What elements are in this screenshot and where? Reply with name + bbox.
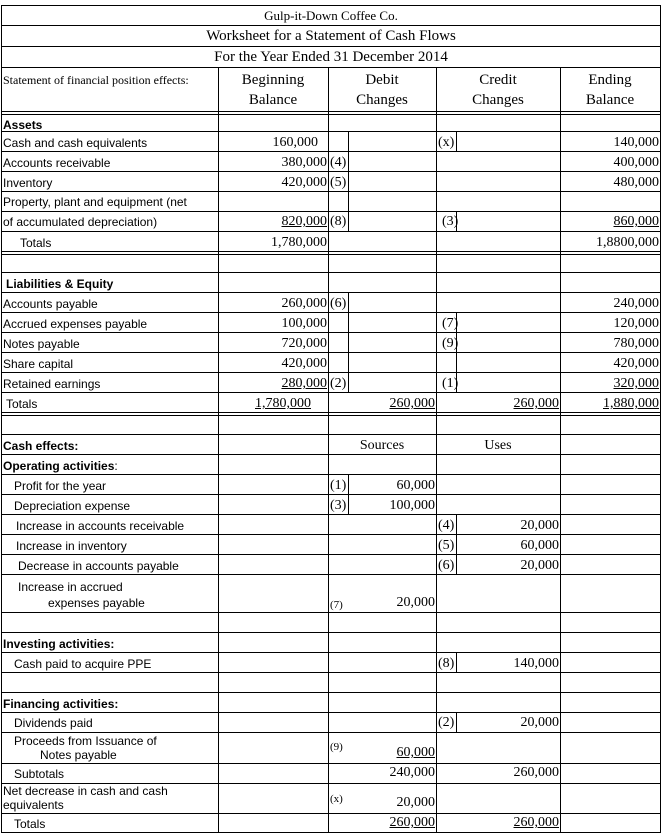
dec-ap-ref: (6) <box>438 558 455 573</box>
financing-heading: Financing activities: <box>3 697 119 711</box>
ppe-end: 860,000 <box>613 214 659 229</box>
retained-begin: 280,000 <box>281 376 327 391</box>
debit-header: Debit <box>365 72 399 88</box>
assets-heading: Assets <box>3 118 43 132</box>
ppe-label-2: of accumulated depreciation) <box>3 215 158 229</box>
cash-begin: 160,000 <box>272 135 318 150</box>
dividends-value: 20,000 <box>520 715 559 730</box>
liabilities-totals-label: Totals <box>6 397 38 411</box>
period-label: For the Year Ended 31 December 2014 <box>214 49 448 65</box>
cash-label: Cash and cash equivalents <box>3 136 148 150</box>
retained-label: Retained earnings <box>3 377 101 391</box>
inc-ar-label: Increase in accounts receivable <box>16 519 185 533</box>
ap-end: 240,000 <box>613 296 659 311</box>
cash-effects-heading: Cash effects: <box>3 439 79 453</box>
dec-ap-label: Decrease in accounts payable <box>18 559 179 573</box>
inventory-end: 480,000 <box>613 175 659 190</box>
ending-header: Ending <box>588 72 632 88</box>
net-decrease-ref: (x) <box>330 793 343 805</box>
uses-header: Uses <box>484 438 512 453</box>
company-name: Gulp-it-Down Coffee Co. <box>264 8 398 23</box>
proceeds-ref: (9) <box>330 741 343 753</box>
investing-heading: Investing activities: <box>3 637 115 651</box>
depreciation-label: Depreciation expense <box>14 499 131 513</box>
inc-accrued-value: 20,000 <box>396 595 435 610</box>
notes-credit-ref: (9) <box>442 336 459 351</box>
worksheet-title: Worksheet for a Statement of Cash Flows <box>206 28 456 44</box>
liabilities-heading: Liabilities & Equity <box>6 277 114 291</box>
cash-totals-label: Totals <box>14 817 46 831</box>
proceeds-label: Proceeds from Issuance of <box>14 734 157 748</box>
retained-credit-ref: (1) <box>442 376 459 391</box>
subtotals-sources: 240,000 <box>389 765 435 780</box>
assets-totals-end: 1,8800,000 <box>596 235 659 250</box>
proceeds-label-2: Notes payable <box>40 748 117 762</box>
dividends-ref: (2) <box>438 715 455 730</box>
operating-heading-label: Operating activities <box>3 459 115 473</box>
liabilities-totals-end: 1,880,000 <box>603 396 659 411</box>
operating-heading-colon: : <box>114 459 118 473</box>
dividends-label: Dividends paid <box>14 716 93 730</box>
liabilities-totals-begin: 1,780,000 <box>255 396 311 411</box>
cash-ppe-label: Cash paid to acquire PPE <box>14 657 152 671</box>
retained-debit-ref: (2) <box>330 376 347 391</box>
subtotals-uses: 260,000 <box>513 765 559 780</box>
ppe-credit-ref: (3) <box>442 214 459 229</box>
inc-inv-value: 60,000 <box>520 538 559 553</box>
inc-accrued-label: Increase in accrued <box>18 580 123 594</box>
subtotals-label: Subtotals <box>14 767 65 781</box>
depreciation-value: 100,000 <box>389 498 435 513</box>
cash-credit-ref: (x) <box>438 135 455 150</box>
beginning-header: Beginning <box>241 72 305 88</box>
inc-ar-value: 20,000 <box>520 518 559 533</box>
assets-totals-label: Totals <box>20 236 52 250</box>
inc-accrued-ref: (7) <box>330 599 343 611</box>
inc-accrued-label-2: expenses payable <box>48 596 145 610</box>
depreciation-ref: (3) <box>330 498 347 513</box>
share-capital-label: Share capital <box>3 357 74 371</box>
ppe-label: Property, plant and equipment (net <box>3 195 187 209</box>
proceeds-value: 60,000 <box>396 745 435 760</box>
cash-totals-sources: 260,000 <box>389 815 435 830</box>
ar-begin: 380,000 <box>281 155 327 170</box>
sources-header: Sources <box>359 438 405 453</box>
accrued-credit-ref: (7) <box>442 316 459 331</box>
profit-value: 60,000 <box>396 478 435 493</box>
profit-label: Profit for the year <box>14 479 107 493</box>
inventory-debit-ref: (5) <box>330 175 347 190</box>
debit-header-2: Changes <box>356 92 408 108</box>
inc-ar-ref: (4) <box>438 518 455 533</box>
operating-heading <box>3 459 118 473</box>
effects-column-header: Statement of financial position effects: <box>3 73 189 87</box>
accrued-begin: 100,000 <box>281 316 327 331</box>
accrued-label: Accrued expenses payable <box>3 317 148 331</box>
ending-header-2: Balance <box>585 92 635 108</box>
credit-header-2: Changes <box>472 92 524 108</box>
notes-end: 780,000 <box>613 336 659 351</box>
accrued-end: 120,000 <box>613 316 659 331</box>
notes-begin: 720,000 <box>281 336 327 351</box>
ar-end: 400,000 <box>613 155 659 170</box>
ap-begin: 260,000 <box>281 296 327 311</box>
credit-header: Credit <box>479 72 517 88</box>
ar-label: Accounts receivable <box>3 156 111 170</box>
cash-end: 140,000 <box>613 135 659 150</box>
cash-ppe-ref: (8) <box>438 656 455 671</box>
ppe-debit-ref: (8) <box>330 214 347 229</box>
assets-totals-begin: 1,780,000 <box>271 235 327 250</box>
ppe-begin: 820,000 <box>281 214 327 229</box>
beginning-header-2: Balance <box>248 92 298 108</box>
ap-debit-ref: (6) <box>330 296 347 311</box>
cash-totals-uses: 260,000 <box>513 815 559 830</box>
inc-inv-ref: (5) <box>438 538 455 553</box>
inventory-label: Inventory <box>3 176 53 190</box>
notes-label: Notes payable <box>3 337 80 351</box>
ap-label: Accounts payable <box>3 297 98 311</box>
net-decrease-label: Net decrease in cash and cash <box>3 784 168 798</box>
inventory-begin: 420,000 <box>281 175 327 190</box>
ar-debit-ref: (4) <box>330 155 347 170</box>
profit-ref: (1) <box>330 478 347 493</box>
retained-end: 320,000 <box>613 376 659 391</box>
dec-ap-value: 20,000 <box>520 558 559 573</box>
net-decrease-value: 20,000 <box>396 795 435 810</box>
share-capital-begin: 420,000 <box>281 356 327 371</box>
cash-ppe-value: 140,000 <box>513 656 559 671</box>
inc-inv-label: Increase in inventory <box>16 539 127 553</box>
share-capital-end: 420,000 <box>613 356 659 371</box>
net-decrease-label-2: equivalents <box>3 798 64 812</box>
liabilities-totals-credit: 260,000 <box>513 396 559 411</box>
liabilities-totals-debit: 260,000 <box>389 396 435 411</box>
